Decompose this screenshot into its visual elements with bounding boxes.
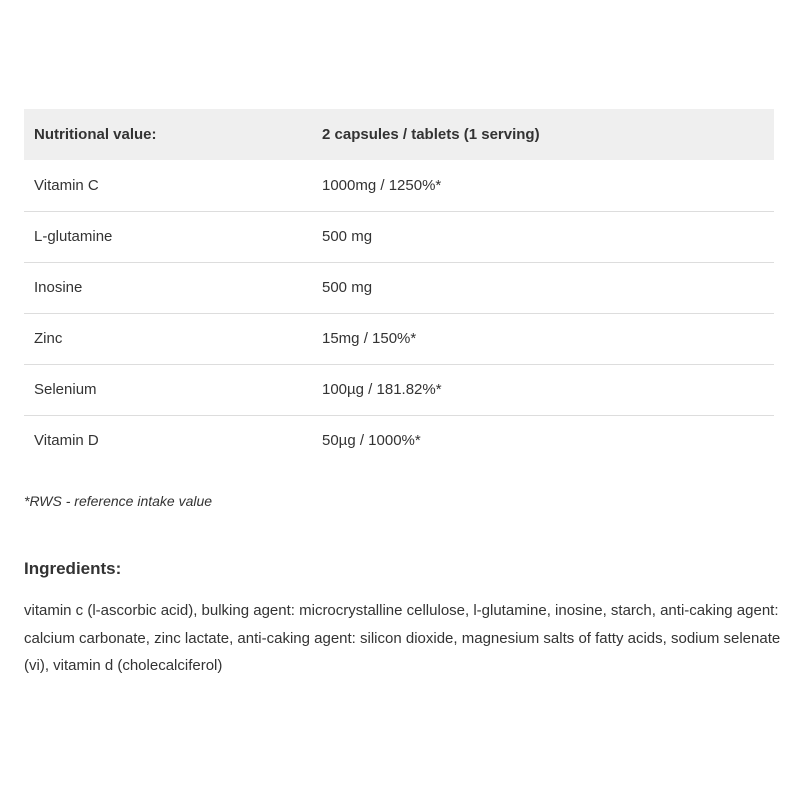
nutrient-name: Selenium — [34, 381, 97, 398]
nutrient-value: 15mg / 150%* — [322, 330, 417, 347]
table-row — [24, 160, 774, 211]
ingredients-heading: Ingredients: — [24, 559, 122, 578]
ingredients-text: vitamin c (l-ascorbic acid), bulking agent: microcrystalline cellulose, l-glutamine, inosine, starch, anti-caking agent: calcium carbonate, zinc lactate, anti-caking agent: silicon dioxide, magnesium salts of fatty acids, sodium selenate (vi), vitamin d (cholecalciferol) — [24, 602, 781, 674]
nutrient-name: Vitamin D — [34, 432, 99, 450]
nutrient-name: Inosine — [34, 279, 83, 296]
table-row — [24, 211, 774, 262]
nutrient-value: 1000mg / 1250%* — [322, 176, 442, 194]
table-row — [24, 415, 774, 466]
table-row — [24, 313, 774, 364]
header-nutritional-value: Nutritional value: — [34, 126, 157, 143]
nutrition-table — [24, 109, 774, 466]
table-header-row — [24, 109, 774, 160]
table-row — [24, 364, 774, 415]
header-serving: 2 capsules / tablets (1 serving) — [322, 126, 540, 143]
nutrient-value: 500 mg — [322, 279, 373, 296]
nutrient-value: 50µg / 1000%* — [322, 432, 421, 450]
nutrient-name: L-glutamine — [34, 228, 113, 245]
table-row — [24, 262, 774, 313]
nutrient-value: 500 mg — [322, 228, 373, 245]
reference-intake-footnote: *RWS - reference intake value — [24, 493, 213, 509]
nutrient-name: Vitamin C — [34, 176, 99, 194]
nutrient-name: Zinc — [34, 330, 63, 347]
nutrient-value: 100µg / 181.82%* — [322, 381, 442, 398]
